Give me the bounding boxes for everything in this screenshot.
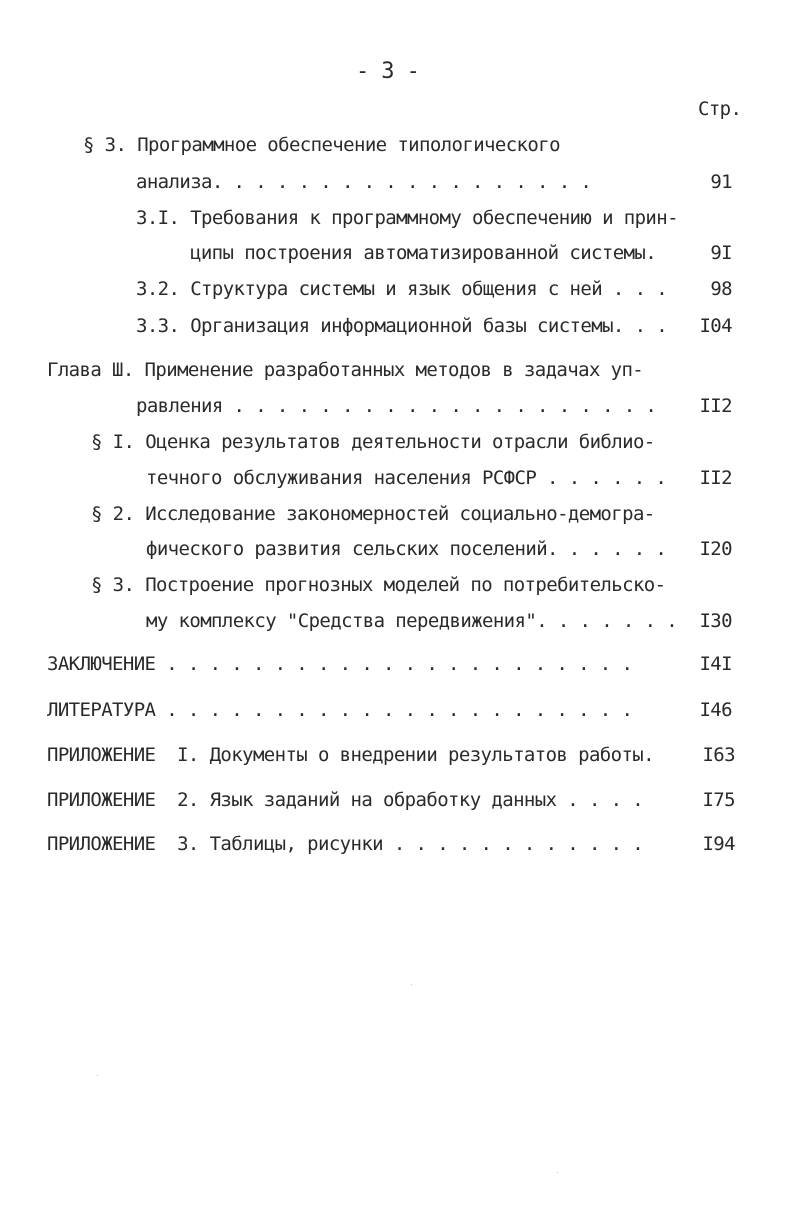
toc-page-number: II2 [699,467,732,489]
toc-page-number: I75 [702,789,735,811]
toc-line: § 2. Исследование закономерностей социально-демогра- [91,503,655,525]
toc-line: му комплексу "Средства передвижения". . . . . . . [146,610,678,632]
toc-line: ПРИЛОЖЕНИЕ 2. Язык заданий на обработку данных . . . . [47,789,644,811]
toc-page-number: II2 [699,395,732,417]
toc-line: фического развития сельских поселений. . . . . . [146,538,667,560]
toc-line: ЗАКЛЮЧЕНИЕ . . . . . . . . . . . . . . . . . . . . . . [47,653,633,675]
toc-line: ЛИТЕРАТУРА . . . . . . . . . . . . . . . . . . . . . . [47,699,633,721]
toc-line: § 3. Программное обеспечение типологического [83,134,560,156]
toc-line: ПРИЛОЖЕНИЕ 3. Таблицы, рисунки . . . . . . . . . . . . [47,833,644,855]
toc-line: равления . . . . . . . . . . . . . . . . . . . . [136,395,657,417]
toc-page-number: I94 [702,833,735,855]
scan-speck [411,984,412,985]
toc-page-number: I30 [699,610,732,632]
toc-line: ципы построения автоматизированной системы. [190,242,657,264]
toc-line: 3.3. Организация информационной базы системы. . . [136,315,668,337]
toc-line: § 3. Построение прогнозных моделей по потребительско- [91,574,666,596]
toc-line: анализа. . . . . . . . . . . . . . . . . . [136,171,592,193]
toc-line: 3.2. Структура системы и язык общения с ней . . . [136,278,668,300]
page-number: - 3 - [356,59,420,84]
toc-page-number: I20 [699,538,732,560]
toc-page-number: I4I [699,653,732,675]
scan-speck [97,1075,98,1076]
toc-line: Глава Ш. Применение разработанных методов в задачах уп- [47,359,644,381]
toc-page-number: I63 [702,744,735,766]
toc-page-number: I04 [699,315,732,337]
toc-page-number: 91 [710,171,732,193]
toc-page-number: I46 [699,699,732,721]
toc-line: ПРИЛОЖЕНИЕ I. Документы о внедрении результатов работы. [47,744,654,766]
toc-line: 3.I. Требования к программному обеспечению и прин- [136,207,678,229]
toc-page-number: 98 [710,278,732,300]
toc-line: течного обслуживания населения РСФСР . . . . . . [146,467,667,489]
scan-speck [557,1172,558,1173]
page-column-header: Стр. [698,98,742,120]
toc-page-number: 9I [710,242,732,264]
toc-line: § I. Оценка результатов деятельности отрасли библио- [91,431,655,453]
